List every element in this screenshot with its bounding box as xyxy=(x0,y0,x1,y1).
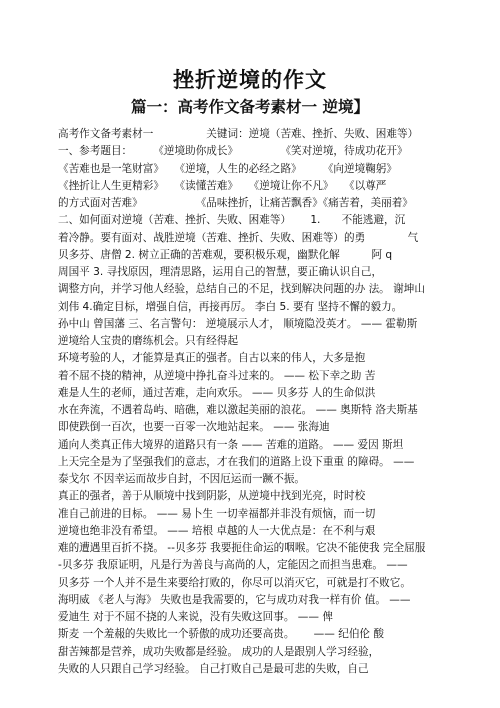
text-line: 爱迪生 对于不屈不挠的人来说，没有失败这回事。 —— 俾 xyxy=(58,611,333,623)
text-line: 调整方向，并学习他人经验，总结自己的不足，找到解决问题的办 法。 谢坤山 xyxy=(58,283,425,296)
text-line: 着冷静。要有面对、战胜逆境（苦难、挫折、失败、困难等）的勇 气 xyxy=(58,231,419,244)
text-line: 一、参考题目： 《逆境助你成长》 《笑对逆境，待成功花开》 xyxy=(58,145,408,158)
text-line: 《苦难也是一笔财富》 《逆境，人生的必经之路》 《向逆境鞠躬》 xyxy=(58,162,397,175)
text-line: -贝多芬 我原证明，凡是行为善良与高尚的人，定能因之而担当患难。 —— xyxy=(58,559,408,572)
document-body xyxy=(58,126,450,678)
text-line: 海明威 《老人与海》 失败也是我需要的，它与成功对我一样有价 值。 —— xyxy=(58,593,411,606)
text-line: 难的遭遇里百折不挠。 --贝多芬 我要扼住命运的咽喉。它决不能使我 完全屈服 xyxy=(58,542,426,554)
text-line: 刘伟 4.确定目标，增强自信，再接再厉。 李白 5. 要有 坚持不懈的毅力。 xyxy=(58,300,403,313)
text-line: 着不屈不挠的精神，从逆境中挣扎奋斗过来的。 —— 松下幸之助 苦 xyxy=(58,369,376,382)
text-line: 的方式面对苦难》 《品味挫折，让痛苦飘香》《痛苦着，美丽着》 xyxy=(58,197,413,209)
text-line: 环境考验的人，才能算是真正的强者。自古以来的伟人，大多是抱 xyxy=(58,352,366,365)
text-line: 泰戈尔 不因幸运而故步自封，不因厄运而一蹶不振。 xyxy=(58,473,306,485)
text-line: 《挫折让人生更精彩》 《读懂苦难》 《逆境让你不凡》 《以尊严 xyxy=(58,179,387,192)
text-line: 失败的人只跟自己学习经验。 自己打败自己是最可悲的失败，自己 xyxy=(58,662,369,675)
text-line: 贝多芬、唐僧 2. 树立正确的苦难观，要积极乐观，幽默化解 阿 q xyxy=(58,248,393,261)
text-line: 贝多芬 一个人并不是生来要给打败的，你尽可以消灭它，可就是打不败它。 xyxy=(58,576,411,589)
text-line: 水在奔流，不遇着岛屿、暗礁，难以激起美丽的浪花。 —— 奥斯特 洛夫斯基 xyxy=(58,404,418,416)
text-line: 逆境也绝非没有希望。 —— 培根 卓越的人一大优点是：在不利与艰 xyxy=(58,524,376,537)
text-line: 甜苦辣都是营养，成功失败都是经验。 成功的人是跟别人学习经验， xyxy=(58,645,380,658)
text-line: 真正的强者，善于从顺境中找到阴影，从逆境中找到光亮，时时校 xyxy=(58,490,366,503)
document-subtitle: 篇一：高考作文备考素材一 逆境】 xyxy=(131,98,369,116)
text-line: 二、如何面对逆境（苦难、挫折、失败、困难等） 1. 不能逃避，沉 xyxy=(58,214,406,227)
text-line: 孙中山 曾国藩 三、名言警句： 逆境展示人才， 顺境隐没英才。 —— 霍勒斯 xyxy=(58,317,418,330)
text-line: 高考作文备考素材一 关键词：逆境（苦难、挫折、失败、困难等） xyxy=(58,128,419,140)
text-line: 准自己前进的目标。 —— 易卜生 一切幸福都并非没有烦恼，而一切 xyxy=(58,507,376,520)
text-line: 上天完全是为了坚强我们的意志，才在我们的道路上设下重重 的障碍。 —— xyxy=(58,455,415,468)
text-line: 通向人类真正伟大境界的道路只有一条 —— 苦难的道路。 —— 爱因 斯坦 xyxy=(58,438,404,451)
document-title: 挫折逆境的作文 xyxy=(173,68,327,92)
text-line: 周国平 3. 寻找原因，理清思路，运用自己的智慧，要正确认识自己， xyxy=(58,266,383,278)
text-line: 斯麦 一个羞赧的失败比一个骄傲的成功还要高贵。 —— 纪伯伦 酸 xyxy=(58,628,384,641)
text-line: 逆境给人宝贵的磨练机会。只有经得起 xyxy=(58,335,239,347)
text-line: 难是人生的老师，通过苦难，走向欢乐。 —— 贝多芬 人的生命似洪 xyxy=(58,386,376,399)
text-line: 即使跌倒一百次，也要一百零一次地站起来。 —— 张海迪 xyxy=(58,421,330,434)
